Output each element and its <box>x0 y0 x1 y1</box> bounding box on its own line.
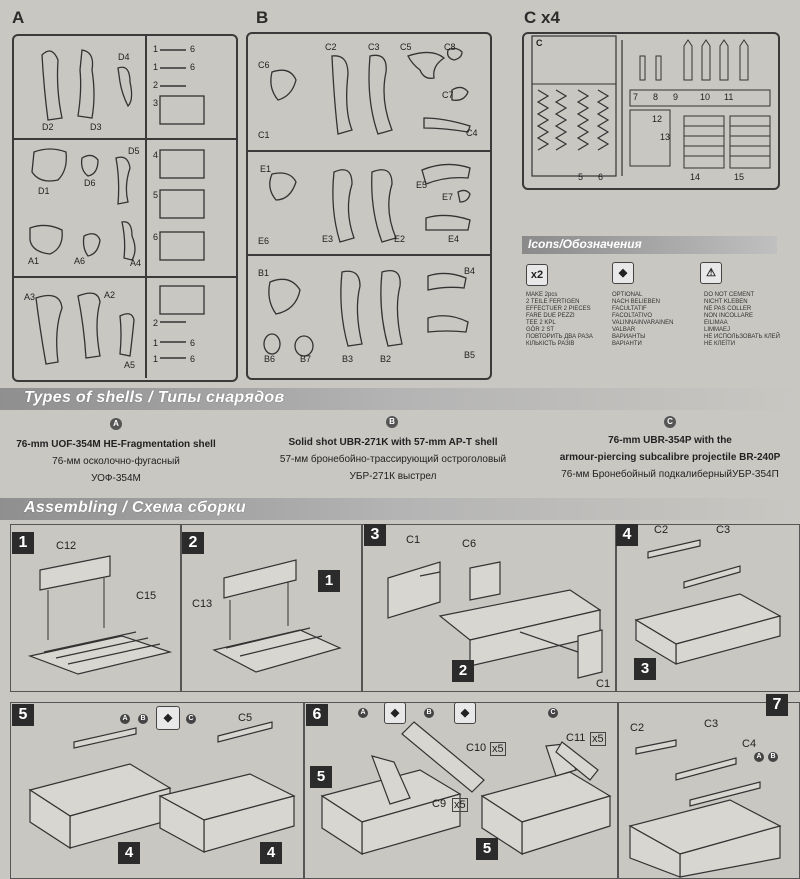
part-label: E6 <box>258 236 270 246</box>
step-3-label: C6 <box>462 538 477 550</box>
step-4-number: 4 <box>616 524 638 546</box>
part-label: B1 <box>258 268 270 278</box>
sprue-b-title: B <box>256 8 269 27</box>
small-number: 2 <box>153 80 159 90</box>
part-label: 10 <box>700 92 711 102</box>
small-number: 6 <box>153 232 159 242</box>
step-1-number: 1 <box>12 532 34 554</box>
part-label: B7 <box>300 354 312 364</box>
part-label: B3 <box>342 354 354 364</box>
small-number: 1 <box>153 44 159 54</box>
shell-c-chip: C <box>186 714 196 724</box>
step-6-label: C10 <box>466 742 487 754</box>
part-label: E4 <box>448 234 460 244</box>
part-label: 15 <box>734 172 745 182</box>
no-cement-text: DO NOT CEMENT NICHT KLEBEN NE PAS COLLER NON INCOLLARE EILIMAA LIMMAEJ НЕ ИСПОЛЬЗОВАТЬ КЛЕЙ НЕ КЛЕЇТИ <box>704 292 780 347</box>
step-5-part: 4 <box>118 842 140 864</box>
sprue-a-title: A <box>12 8 25 27</box>
step-6-part: 5 <box>310 766 332 788</box>
small-number: 1 <box>153 354 159 364</box>
part-label: C <box>536 38 543 48</box>
step-4-label: C3 <box>716 524 731 536</box>
shell-b-line1: Solid shot UBR-271K with 57-mm AP-T shell <box>288 437 498 448</box>
part-label: D1 <box>38 186 50 196</box>
optional-icon: ◆ <box>384 702 406 724</box>
assembling-title: Assembling / Схема сборки <box>24 499 246 516</box>
step-4-label: C2 <box>654 524 669 536</box>
step-3-part: 2 <box>452 660 474 682</box>
sprue-c-title: C x4 <box>524 8 560 27</box>
part-label: A4 <box>130 258 142 268</box>
step-1-label: C15 <box>136 590 157 602</box>
part-label: D4 <box>118 52 130 62</box>
optional-text: OPTIONAL NACH BELIEBEN FACULTATIF FACOLTATIVO VALINNAINVARAINEN VALBAR ВАРИАНТЫ ВАРІАНТИ <box>612 292 674 347</box>
part-label: 13 <box>660 132 671 142</box>
part-label: D5 <box>128 146 140 156</box>
part-label: E3 <box>322 234 334 244</box>
step-2-label: C13 <box>192 598 213 610</box>
part-label: C5 <box>400 42 412 52</box>
small-number: 5 <box>153 190 159 200</box>
small-number: 3 <box>153 98 159 108</box>
optional-icon: ◆ <box>156 706 180 730</box>
part-label: D2 <box>42 122 54 132</box>
shell-a-line3: УОФ-354М <box>91 473 141 484</box>
step-2-number: 2 <box>182 532 204 554</box>
part-label: A5 <box>124 360 136 370</box>
shell-b-chip: B <box>138 714 148 724</box>
make-two-icon: x2 <box>526 264 548 286</box>
part-label: D6 <box>84 178 96 188</box>
part-label: 14 <box>690 172 701 182</box>
icons-title: Icons/Обозначения <box>528 237 642 251</box>
small-number-flag: 6 <box>190 44 196 54</box>
part-label: B5 <box>464 350 476 360</box>
part-label: 11 <box>724 92 734 102</box>
small-number: 1 <box>153 62 159 72</box>
make-two-text: MAKE 2pcs 2 TEILE FERTIGEN EFFECTUER 2 PIECES FARE DUE PEZZI TEE 2 KPL GÖR 2 ST ПОВТОРИТЬ ДВА РАЗА КІЛЬКІСТЬ РАЗІВ <box>526 292 593 347</box>
shell-c-chip: C <box>548 708 558 718</box>
part-label: C8 <box>444 42 456 52</box>
part-label: A1 <box>28 256 40 266</box>
part-label: 8 <box>653 92 659 102</box>
shell-c-badge: C <box>664 416 676 428</box>
shell-b-line3: УБР-271К выстрел <box>349 471 437 482</box>
step-6-number: 6 <box>306 704 328 726</box>
part-label: C4 <box>466 128 478 138</box>
shell-b-chip: B <box>768 752 778 762</box>
part-label: 5 <box>578 172 584 182</box>
part-label: 6 <box>598 172 604 182</box>
part-label: C6 <box>258 60 270 70</box>
part-label: D3 <box>90 122 102 132</box>
part-label: E5 <box>416 180 428 190</box>
shell-b-badge: B <box>386 416 398 428</box>
shell-c-line2: armour-piercing subcalibre projectile BR-240P <box>559 452 781 463</box>
shell-c-line1: 76-mm UBR-354P with the <box>608 435 732 446</box>
shell-a-chip: A <box>754 752 764 762</box>
step-5-label: C5 <box>238 712 253 724</box>
no-cement-icon: ⚠ <box>700 262 722 284</box>
step-2-part: 1 <box>318 570 340 592</box>
step-5-part: 4 <box>260 842 282 864</box>
part-label: A6 <box>74 256 86 266</box>
shell-a-line2: 76-мм осколочно-фугасный <box>52 456 180 467</box>
shell-a-line1: 76-mm UOF-354M HE-Fragmentation shell <box>16 439 216 450</box>
step-5-number: 5 <box>12 704 34 726</box>
small-number-flag: 6 <box>190 338 196 348</box>
step-6-count: x5 <box>592 733 604 745</box>
small-number: 1 <box>153 338 159 348</box>
part-label: C1 <box>258 130 270 140</box>
step-1-label: C12 <box>56 540 77 552</box>
step-4-part: 3 <box>634 658 656 680</box>
shell-c-line3: 76-мм Бронебойный подкалиберныйУБР-354П <box>561 469 779 480</box>
shell-b-chip: B <box>424 708 434 718</box>
step-6-count: x5 <box>454 799 466 811</box>
optional-icon: ◆ <box>612 262 634 284</box>
part-label: B4 <box>464 266 476 276</box>
step-7-label: C3 <box>704 718 719 730</box>
step-6-count: x5 <box>492 743 504 755</box>
step-7-label: C4 <box>742 738 757 750</box>
part-label: C7 <box>442 90 454 100</box>
part-label: 12 <box>652 114 663 124</box>
shell-a-chip: A <box>120 714 130 724</box>
part-label: 7 <box>633 92 639 102</box>
shell-a-badge: A <box>110 418 122 430</box>
part-label: A2 <box>104 290 116 300</box>
small-number-flag: 6 <box>190 62 196 72</box>
step-7-number: 7 <box>766 694 788 716</box>
part-label: 9 <box>673 92 679 102</box>
shells-title: Types of shells / Типы снарядов <box>24 389 285 406</box>
shell-b-line2: 57-мм бронебойно-трассирующий остроголовый <box>279 454 507 465</box>
small-number: 4 <box>153 150 159 160</box>
part-label: A3 <box>24 292 36 302</box>
part-label: E1 <box>260 164 272 174</box>
shell-a-chip: A <box>358 708 368 718</box>
small-number-flag: 6 <box>190 354 196 364</box>
step-6-part: 5 <box>476 838 498 860</box>
step-7-label: C2 <box>630 722 645 734</box>
step-6-label: C11 <box>566 732 586 744</box>
part-label: E2 <box>394 234 406 244</box>
part-label: C2 <box>325 42 337 52</box>
step-6-label: C9 <box>432 798 447 810</box>
step-3-number: 3 <box>364 524 386 546</box>
step-3-label: C1 <box>406 534 421 546</box>
step-3-label: C1 <box>596 678 611 690</box>
part-label: C3 <box>368 42 380 52</box>
part-label: B6 <box>264 354 276 364</box>
part-label: B2 <box>380 354 392 364</box>
optional-icon: ◆ <box>454 702 476 724</box>
part-label: E7 <box>442 192 454 202</box>
small-number: 2 <box>153 318 159 328</box>
